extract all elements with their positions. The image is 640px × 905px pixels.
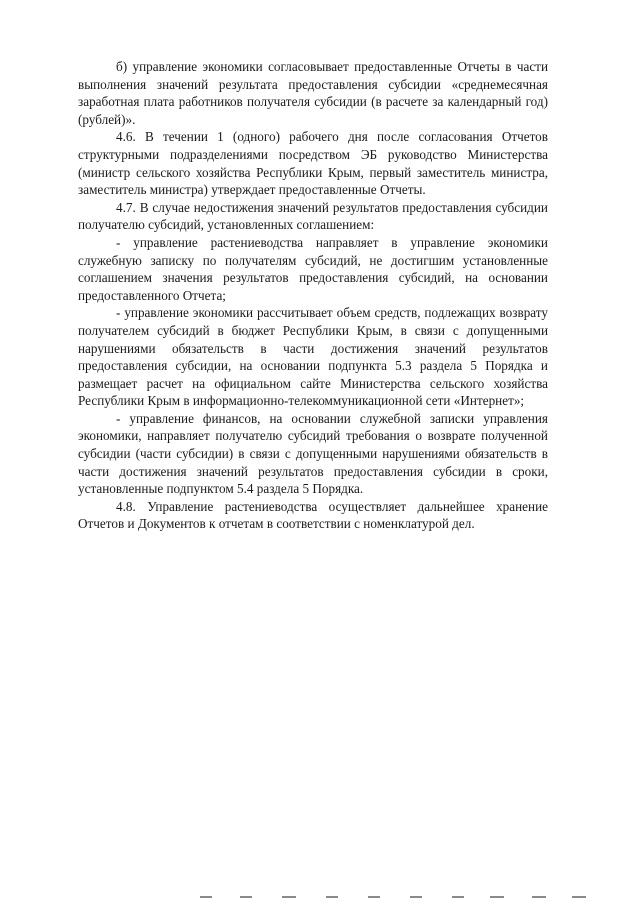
document-body bbox=[78, 58, 548, 533]
paragraph-4-8-storage: 4.8. Управление растениеводства осуществляет дальнейшее хранение Отчетов и Документов к отчетам в соответствии с номенклатурой дел. bbox=[78, 498, 548, 532]
paragraph-finance-requirements: - управление финансов, на основании служебной записки управления экономики, направляет получателю субсидий требования о возврате полученной субсидии (части субсидии) в связи с допущенными нарушениями обязательств в части достижения значений результатов предоставления субсидии в сроки, установленные подпунктом 5.4 раздела 5 Порядка. bbox=[78, 410, 548, 497]
paragraph-economics-calculation: - управление экономики рассчитывает объем средств, подлежащих возврату получателем субсидий в бюджет Республики Крым, в связи с допущенными нарушениями обязательств в части достижения значений результатов предоставления субсидии, на основании подпункта 5.3 раздела 5 Порядка и размещает расчет на официальном сайте Министерства сельского хозяйства Республики Крым в информационно-телекоммуникационной сети «Интернет»; bbox=[78, 305, 548, 409]
scan-mark bbox=[532, 896, 546, 898]
paragraph-4-7-non-achievement: 4.7. В случае недостижения значений результатов предоставления субсидии получателю субсидий, установленных соглашением: bbox=[78, 199, 548, 233]
page-edge-scan-marks bbox=[200, 896, 620, 902]
scan-mark bbox=[200, 896, 212, 898]
paragraph-4-6-approval: 4.6. В течении 1 (одного) рабочего дня после согласования Отчетов структурными подразделениями посредством ЭБ руководство Министерства (министр сельского хозяйства Республики Крым, первый заместитель министра, заместитель министра) утверждает предоставленные Отчеты. bbox=[78, 129, 548, 198]
scan-mark bbox=[368, 896, 380, 898]
scan-mark bbox=[240, 896, 252, 898]
scan-mark bbox=[282, 896, 296, 898]
scan-mark bbox=[572, 896, 586, 898]
scan-mark bbox=[410, 896, 422, 898]
scan-mark bbox=[490, 896, 504, 898]
paragraph-crop-department-memo: - управление растениеводства направляет в управление экономики служебную записку по получателям субсидий, не достигшим установленные соглашением значения результатов предоставления субсидий, на основании предоставленного Отчета; bbox=[78, 234, 548, 303]
scan-mark bbox=[326, 896, 338, 898]
scan-mark bbox=[452, 896, 464, 898]
paragraph-b-economics-approval: б) управление экономики согласовывает предоставленные Отчеты в части выполнения значений результата предоставления субсидии «среднемесячная заработная плата работников получателя субсидии (в расчете за календарный год) (рублей)». bbox=[78, 59, 548, 127]
